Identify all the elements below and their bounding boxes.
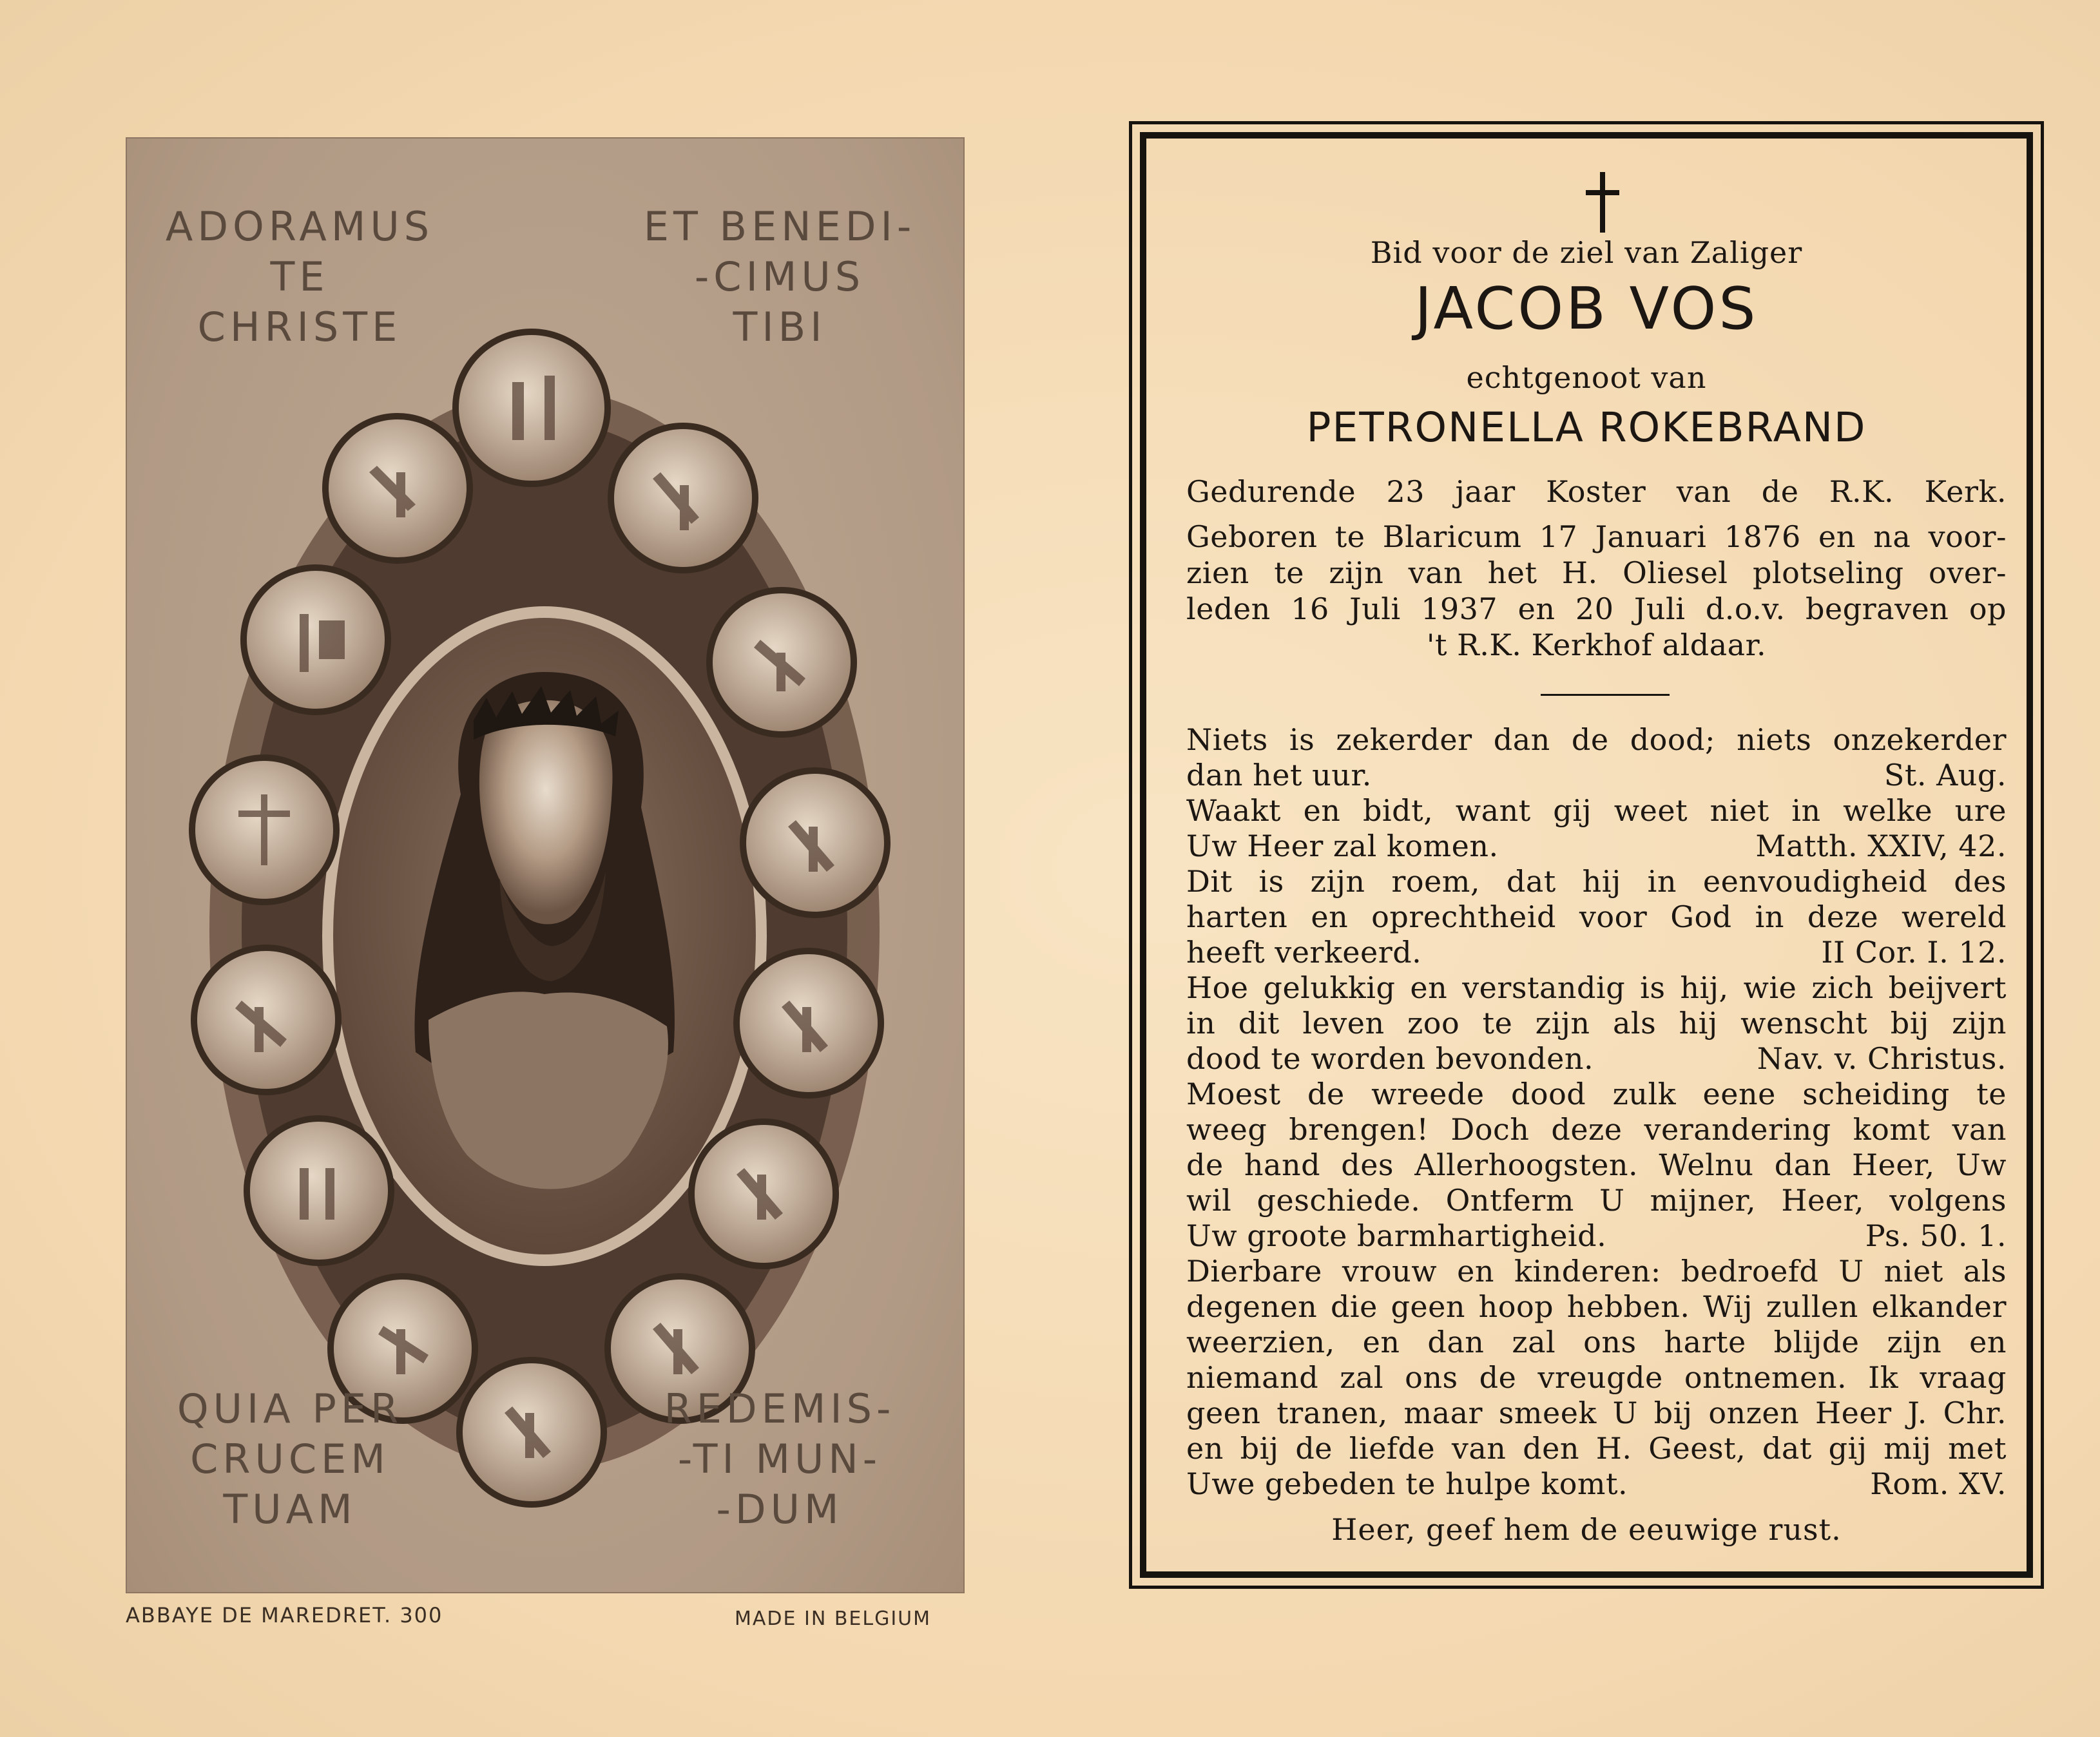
station-medallion bbox=[244, 568, 388, 712]
verse-text: Uw Heer zal komen. bbox=[1186, 829, 1499, 863]
latin-inscription-top-left: ADORAMUS TE CHRISTE bbox=[165, 203, 434, 351]
verse-line: weeg brengen! Doch deze verandering komt van bbox=[1186, 1112, 2007, 1147]
closing-prayer: Heer, geef hem de eeuwige rust. bbox=[1331, 1512, 1842, 1547]
verse-line bbox=[1186, 1218, 2007, 1254]
verse-reference: II Cor. I. 12. bbox=[1821, 935, 2007, 970]
verse-line: Moest de wreede dood zulk eene scheiding te bbox=[1186, 1077, 2007, 1111]
verse-line: weerzien, en dan zal ons harte blijde zijn en bbox=[1186, 1325, 2007, 1359]
bio-line: Gedurende 23 jaar Koster van de R.K. Kerk. bbox=[1186, 474, 2007, 509]
station-medallion bbox=[247, 1118, 391, 1263]
verse-line: harten en oprechtheid voor God in deze wereld bbox=[1186, 899, 2007, 934]
bio-line: leden 16 Juli 1937 en 20 Juli d.o.v. begraven op bbox=[1186, 591, 2007, 626]
publisher-mark: ABBAYE DE MAREDRET. 300 bbox=[126, 1603, 443, 1627]
memorial-frame bbox=[1129, 121, 2044, 1589]
verse-line: in dit leven zoo te zijn als hij wenscht bij zijn bbox=[1186, 1006, 2007, 1041]
intro-line: Bid voor de ziel van Zaliger bbox=[1370, 235, 1803, 270]
verse-reference: Matth. XXIV, 42. bbox=[1755, 829, 2007, 863]
verse-text: dood te worden bevonden. bbox=[1186, 1041, 1594, 1076]
verse-line: Dierbare vrouw en kinderen: bedroefd U niet als bbox=[1186, 1254, 2007, 1289]
bio-line: Geboren te Blaricum 17 Januari 1876 en na voor- bbox=[1186, 519, 2007, 554]
latin-cross-icon bbox=[1585, 172, 1621, 233]
verse-line: Waakt en bidt, want gij weet niet in welke ure bbox=[1186, 793, 2007, 828]
verse-line: Dit is zijn roem, dat hij in eenvoudigheid des bbox=[1186, 864, 2007, 899]
verse-text: dan het uur. bbox=[1186, 758, 1372, 792]
verse-text: heeft verkeerd. bbox=[1186, 935, 1422, 970]
station-medallion bbox=[194, 948, 338, 1092]
verse-line: wil geschiede. Ontferm U mijner, Heer, volgens bbox=[1186, 1183, 2007, 1218]
verse-line: niemand zal ons de vreugde ontnemen. Ik vraag bbox=[1186, 1360, 2007, 1395]
verse-line bbox=[1186, 1041, 2007, 1077]
deceased-name: JACOB VOS bbox=[1414, 275, 1758, 343]
holy-picture-card bbox=[126, 137, 965, 1593]
verse-reference: Ps. 50. 1. bbox=[1865, 1218, 2007, 1253]
memorial-inner-border bbox=[1140, 132, 2033, 1578]
verse-line: geen tranen, maar smeek U bij onzen Heer J. Chr. bbox=[1186, 1396, 2007, 1430]
verse-line: degenen die geen hoop hebben. Wij zullen elkander bbox=[1186, 1289, 2007, 1324]
verse-line bbox=[1186, 828, 2007, 864]
verse-reference: Nav. v. Christus. bbox=[1757, 1041, 2007, 1076]
spouse-name: PETRONELLA ROKEBRAND bbox=[1306, 404, 1867, 451]
divider-rule bbox=[1541, 694, 1670, 696]
verse-line: Niets is zekerder dan de dood; niets onzekerder bbox=[1186, 722, 2007, 757]
stations-of-the-cross-engraving bbox=[126, 137, 965, 1593]
verse-line bbox=[1186, 934, 2007, 970]
latin-inscription-bottom-right: REDEMIS- -TI MUN- -DUM bbox=[664, 1385, 896, 1533]
verse-line bbox=[1186, 757, 2007, 793]
station-medallion bbox=[456, 332, 608, 484]
verse-text: Uw groote barmhartigheid. bbox=[1186, 1218, 1607, 1253]
verse-line: en bij de liefde van den H. Geest, dat gij mij met bbox=[1186, 1431, 2007, 1466]
verse-line: de hand des Allerhoogsten. Welnu dan Heer, Uw bbox=[1186, 1147, 2007, 1182]
verse-text: Uwe gebeden te hulpe komt. bbox=[1186, 1466, 1628, 1501]
verse-reference: St. Aug. bbox=[1883, 758, 2007, 792]
verse-reference: Rom. XV. bbox=[1870, 1466, 2007, 1501]
bio-line: 't R.K. Kerkhof aldaar. bbox=[1426, 628, 1767, 662]
spouse-label: echtgenoot van bbox=[1466, 360, 1707, 395]
latin-inscription-top-right: ET BENEDI- -CIMUS TIBI bbox=[643, 203, 916, 351]
made-in-label: MADE IN BELGIUM bbox=[735, 1607, 932, 1630]
verse-line: Hoe gelukkig en verstandig is hij, wie zich beijvert bbox=[1186, 970, 2007, 1005]
bio-line: zien te zijn van het H. Oliesel plotseling over- bbox=[1186, 555, 2007, 590]
latin-inscription-bottom-left: QUIA PER CRUCEM TUAM bbox=[177, 1385, 403, 1533]
verse-line bbox=[1186, 1466, 2007, 1502]
